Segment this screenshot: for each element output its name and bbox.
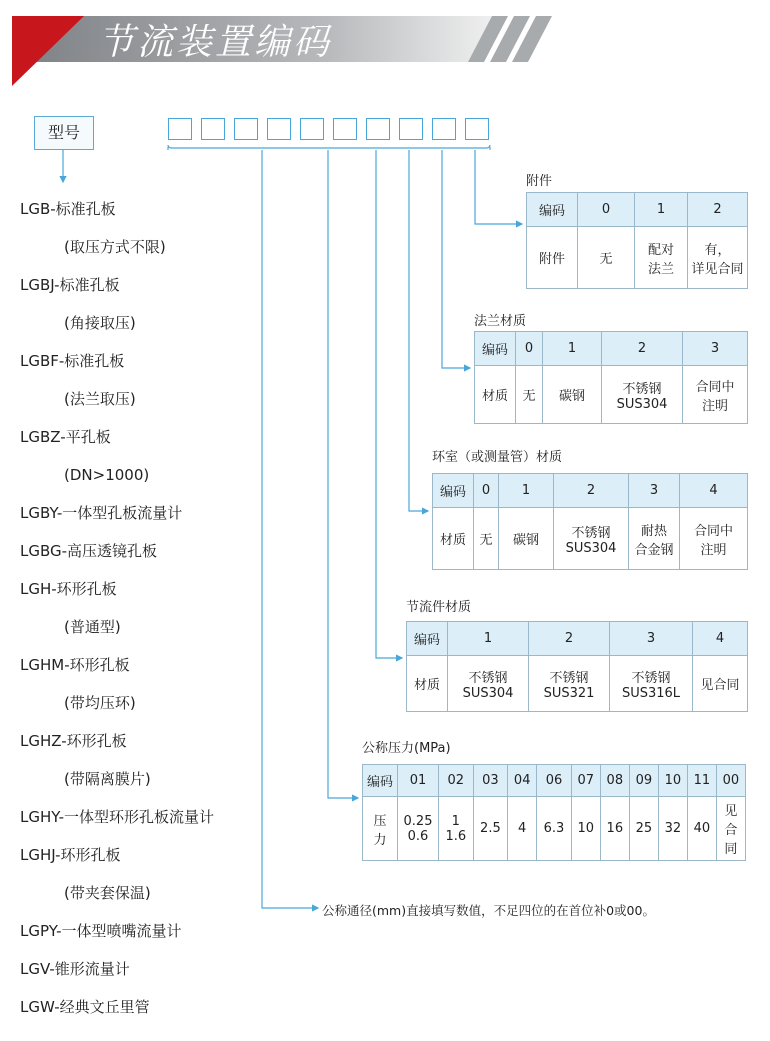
value-cell: 4 — [508, 797, 537, 861]
header-cell: 11 — [687, 765, 716, 797]
row-label: 材质 — [475, 366, 516, 424]
value-cell: 合同中 注明 — [680, 508, 748, 570]
model-item: (法兰取压) — [64, 390, 136, 408]
model-item: LGHZ-环形孔板 — [20, 732, 127, 750]
model-item: LGBG-高压透镜孔板 — [20, 542, 158, 560]
value-cell: 0.25 0.6 — [398, 797, 439, 861]
model-item: (带隔离膜片) — [64, 770, 151, 788]
model-label: 型号 — [34, 116, 94, 150]
value-cell: 不锈钢 SUS304 — [448, 656, 529, 712]
pressure-table — [362, 764, 746, 861]
header-cell: 08 — [600, 765, 629, 797]
model-item: LGBJ-标准孔板 — [20, 276, 120, 294]
model-item: LGB-标准孔板 — [20, 200, 116, 218]
model-item: LGW-经典文丘里管 — [20, 998, 150, 1016]
ring-material-table — [432, 473, 748, 570]
value-cell: 32 — [658, 797, 687, 861]
header-cell: 4 — [693, 622, 748, 656]
header-cell: 1 — [543, 332, 602, 366]
model-item: (角接取压) — [64, 314, 136, 332]
ring-material-title: 环室（或测量管）材质 — [432, 450, 563, 465]
flange-material-title: 法兰材质 — [474, 314, 527, 329]
model-item: (带均压环) — [64, 694, 136, 712]
diameter-note: 公称通径(mm)直接填写数值，不足四位的在首位补0或00。 — [322, 903, 655, 918]
header-cell: 00 — [716, 765, 745, 797]
attachments-table — [526, 192, 748, 289]
value-cell: 见合同 — [693, 656, 748, 712]
header-cell: 2 — [554, 474, 629, 508]
header-cell: 3 — [683, 332, 748, 366]
header-cell: 01 — [398, 765, 439, 797]
row-label: 附件 — [527, 227, 578, 289]
header-cell: 编码 — [363, 765, 398, 797]
value-cell: 配对 法兰 — [635, 227, 688, 289]
value-cell: 合同中 注明 — [683, 366, 748, 424]
header-cell: 3 — [629, 474, 680, 508]
header-cell: 10 — [658, 765, 687, 797]
value-cell: 无 — [516, 366, 543, 424]
throttle-material-title: 节流件材质 — [406, 600, 472, 615]
attachments-title: 附件 — [526, 174, 553, 189]
header-cell: 4 — [680, 474, 748, 508]
throttle-material-table — [406, 621, 748, 712]
model-item: LGHM-环形孔板 — [20, 656, 130, 674]
value-cell: 40 — [687, 797, 716, 861]
pressure-title: 公称压力(MPa) — [362, 741, 451, 756]
value-cell: 不锈钢 SUS304 — [602, 366, 683, 424]
header-cell: 0 — [516, 332, 543, 366]
header-cell: 2 — [602, 332, 683, 366]
header-cell: 0 — [578, 193, 635, 227]
value-cell: 碳钢 — [543, 366, 602, 424]
model-item: (带夹套保温) — [64, 884, 151, 902]
value-cell: 见 合 同 — [716, 797, 745, 861]
header-cell: 04 — [508, 765, 537, 797]
value-cell: 有， 详见合同 — [688, 227, 748, 289]
model-item: LGBF-标准孔板 — [20, 352, 125, 370]
header-cell: 1 — [635, 193, 688, 227]
header-cell: 3 — [610, 622, 693, 656]
model-item: LGV-锥形流量计 — [20, 960, 130, 978]
row-label: 材质 — [407, 656, 448, 712]
value-cell: 碳钢 — [499, 508, 554, 570]
value-cell: 1 1.6 — [439, 797, 474, 861]
value-cell: 16 — [600, 797, 629, 861]
model-list — [20, 198, 260, 1034]
model-item: LGPY-一体型喷嘴流量计 — [20, 922, 182, 940]
header-cell: 0 — [474, 474, 499, 508]
value-cell: 不锈钢 SUS304 — [554, 508, 629, 570]
value-cell: 耐热 合金钢 — [629, 508, 680, 570]
model-item: LGBZ-平孔板 — [20, 428, 111, 446]
value-cell: 无 — [578, 227, 635, 289]
model-item: (取压方式不限) — [64, 238, 166, 256]
header-cell: 编码 — [433, 474, 474, 508]
header-cell: 09 — [629, 765, 658, 797]
value-cell: 10 — [571, 797, 600, 861]
value-cell: 6.3 — [537, 797, 572, 861]
header-cell: 编码 — [475, 332, 516, 366]
model-item: LGHY-一体型环形孔板流量计 — [20, 808, 215, 826]
header-cell: 1 — [448, 622, 529, 656]
page-title: 节流装置编码 — [98, 22, 333, 63]
header-cell: 2 — [688, 193, 748, 227]
header-cell: 1 — [499, 474, 554, 508]
header-cell: 03 — [473, 765, 508, 797]
flange-material-table — [474, 331, 748, 424]
value-cell: 25 — [629, 797, 658, 861]
row-label: 材质 — [433, 508, 474, 570]
model-item: LGH-环形孔板 — [20, 580, 117, 598]
model-item: LGBY-一体型孔板流量计 — [20, 504, 183, 522]
value-cell: 2.5 — [473, 797, 508, 861]
header-cell: 2 — [529, 622, 610, 656]
header-cell: 06 — [537, 765, 572, 797]
header-cell: 编码 — [527, 193, 578, 227]
model-item: (普通型) — [64, 618, 121, 636]
value-cell: 无 — [474, 508, 499, 570]
header-cell: 编码 — [407, 622, 448, 656]
value-cell: 不锈钢 SUS316L — [610, 656, 693, 712]
model-item: LGHJ-环形孔板 — [20, 846, 121, 864]
header-cell: 02 — [439, 765, 474, 797]
model-item: (DN>1000) — [64, 466, 150, 484]
header-cell: 07 — [571, 765, 600, 797]
value-cell: 不锈钢 SUS321 — [529, 656, 610, 712]
row-label: 压 力 — [363, 797, 398, 861]
